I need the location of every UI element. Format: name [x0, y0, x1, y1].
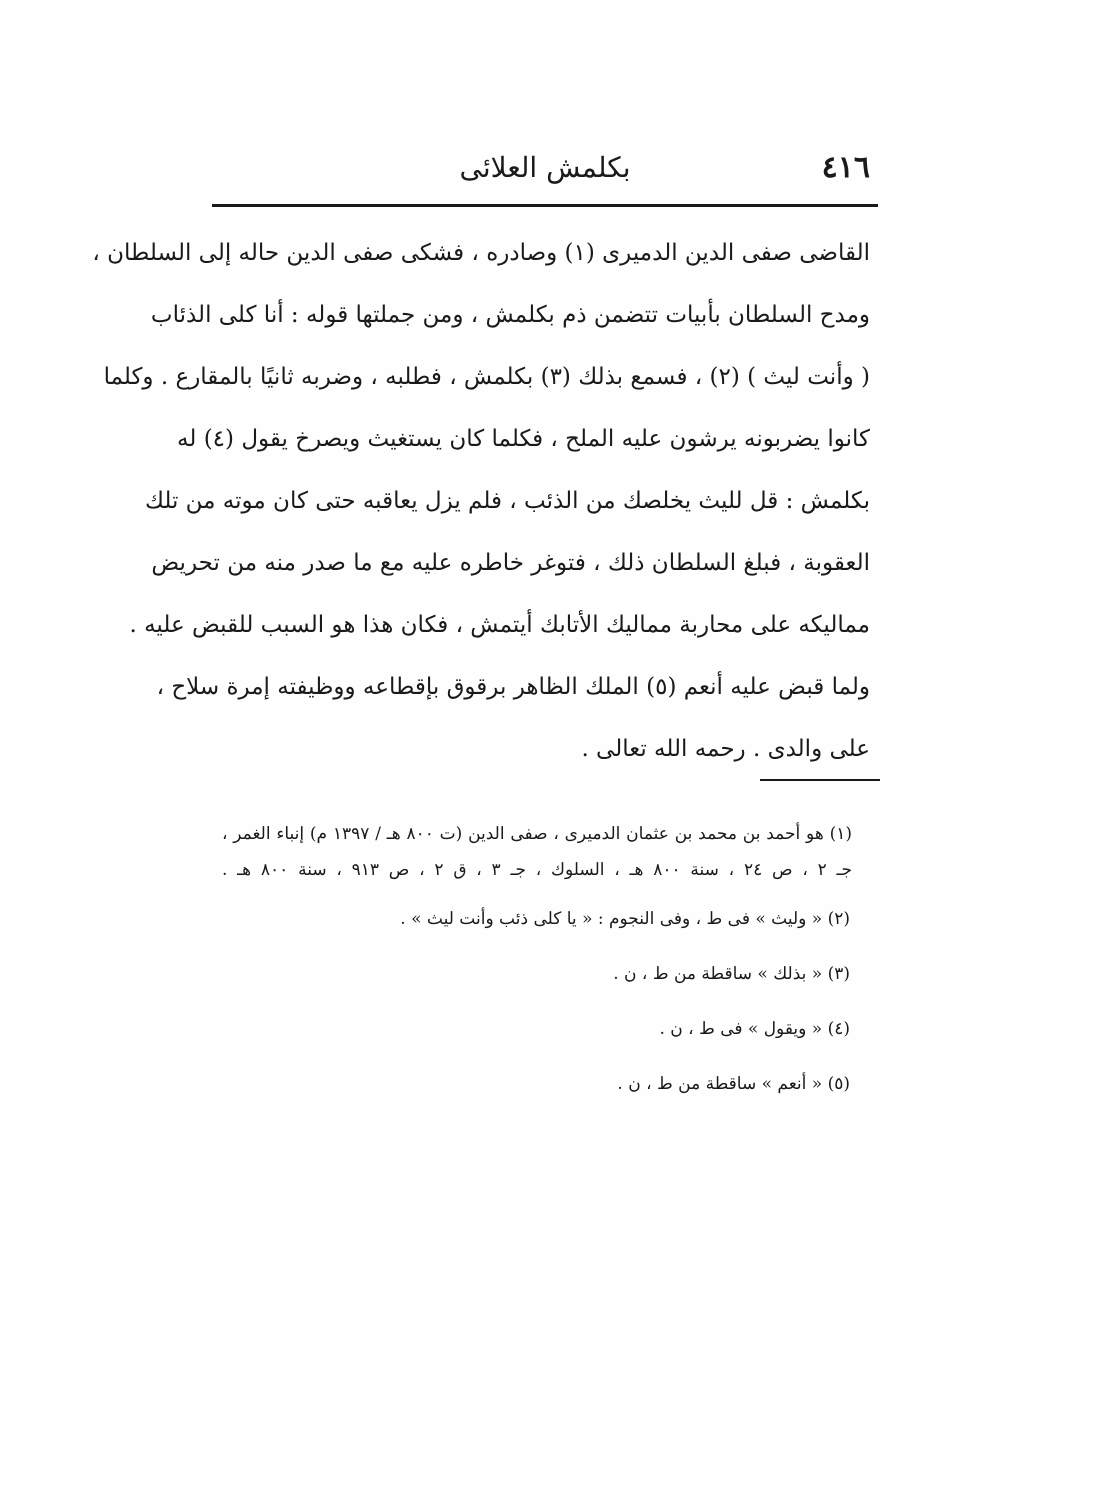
- footnote-separator: [760, 779, 880, 781]
- text-line: القاضى صفى الدين الدميرى (١) وصادره ، فشكى صفى الدين حاله إلى السلطان ،: [92, 240, 870, 266]
- footnote-1: (١) هو أحمد بن محمد بن عثمان الدميرى ، صفى الدين (ت ٨٠٠ هـ / ١٣٩٧ م) إنباء الغمر ،: [222, 824, 852, 844]
- text-line: ولما قبض عليه أنعم (٥) الملك الظاهر برقوق بإقطاعه ووظيفته إمرة سلاح ،: [156, 674, 870, 700]
- footnote-4: (٤) « ويقول » فى ط ، ن .: [659, 1019, 850, 1039]
- footnotes: [222, 816, 852, 1116]
- header-rule: [212, 204, 878, 207]
- text-line: ( وأنت ليث ) (٢) ، فسمع بذلك (٣) بكلمش ، فطلبه ، وضربه ثانيًا بالمقارع . وكلما: [103, 364, 870, 390]
- page-number: ٤١٦: [821, 150, 870, 185]
- footnote-1-continuation: جـ ٢ ، ص ٢٤ ، سنة ٨٠٠ هـ ، السلوك ، جـ ٣ ، ق ٢ ، ص ٩١٣ ، سنة ٨٠٠ هـ .: [222, 860, 852, 880]
- text-line: بكلمش : قل لليث يخلصك من الذئب ، فلم يزل يعاقبه حتى كان موته من تلك: [144, 488, 870, 514]
- text-line: العقوبة ، فبلغ السلطان ذلك ، فتوغر خاطره عليه مع ما صدر منه من تحريض: [151, 550, 870, 576]
- text-line: مماليكه على محاربة مماليك الأتابك أيتمش ، فكان هذا هو السبب للقبض عليه .: [129, 612, 870, 638]
- footnote-3: (٣) « بذلك » ساقطة من ط ، ن .: [613, 964, 850, 984]
- page-header: [212, 148, 878, 196]
- text-line: على والدى . رحمه الله تعالى .: [581, 736, 870, 762]
- footnote-5: (٥) « أنعم » ساقطة من ط ، ن .: [617, 1074, 850, 1094]
- text-line: ومدح السلطان بأبيات تتضمن ذم بكلمش ، ومن جملتها قوله : أنا كلى الذئاب: [150, 302, 870, 328]
- main-text: [92, 222, 870, 780]
- running-title: بكلمش العلائى: [459, 151, 631, 184]
- footnote-2: (٢) « وليث » فى ط ، وفى النجوم : « يا كلى ذئب وأنت ليث » .: [400, 909, 850, 929]
- text-line: كانوا يضربونه يرشون عليه الملح ، فكلما كان يستغيث ويصرخ يقول (٤) له: [177, 426, 870, 452]
